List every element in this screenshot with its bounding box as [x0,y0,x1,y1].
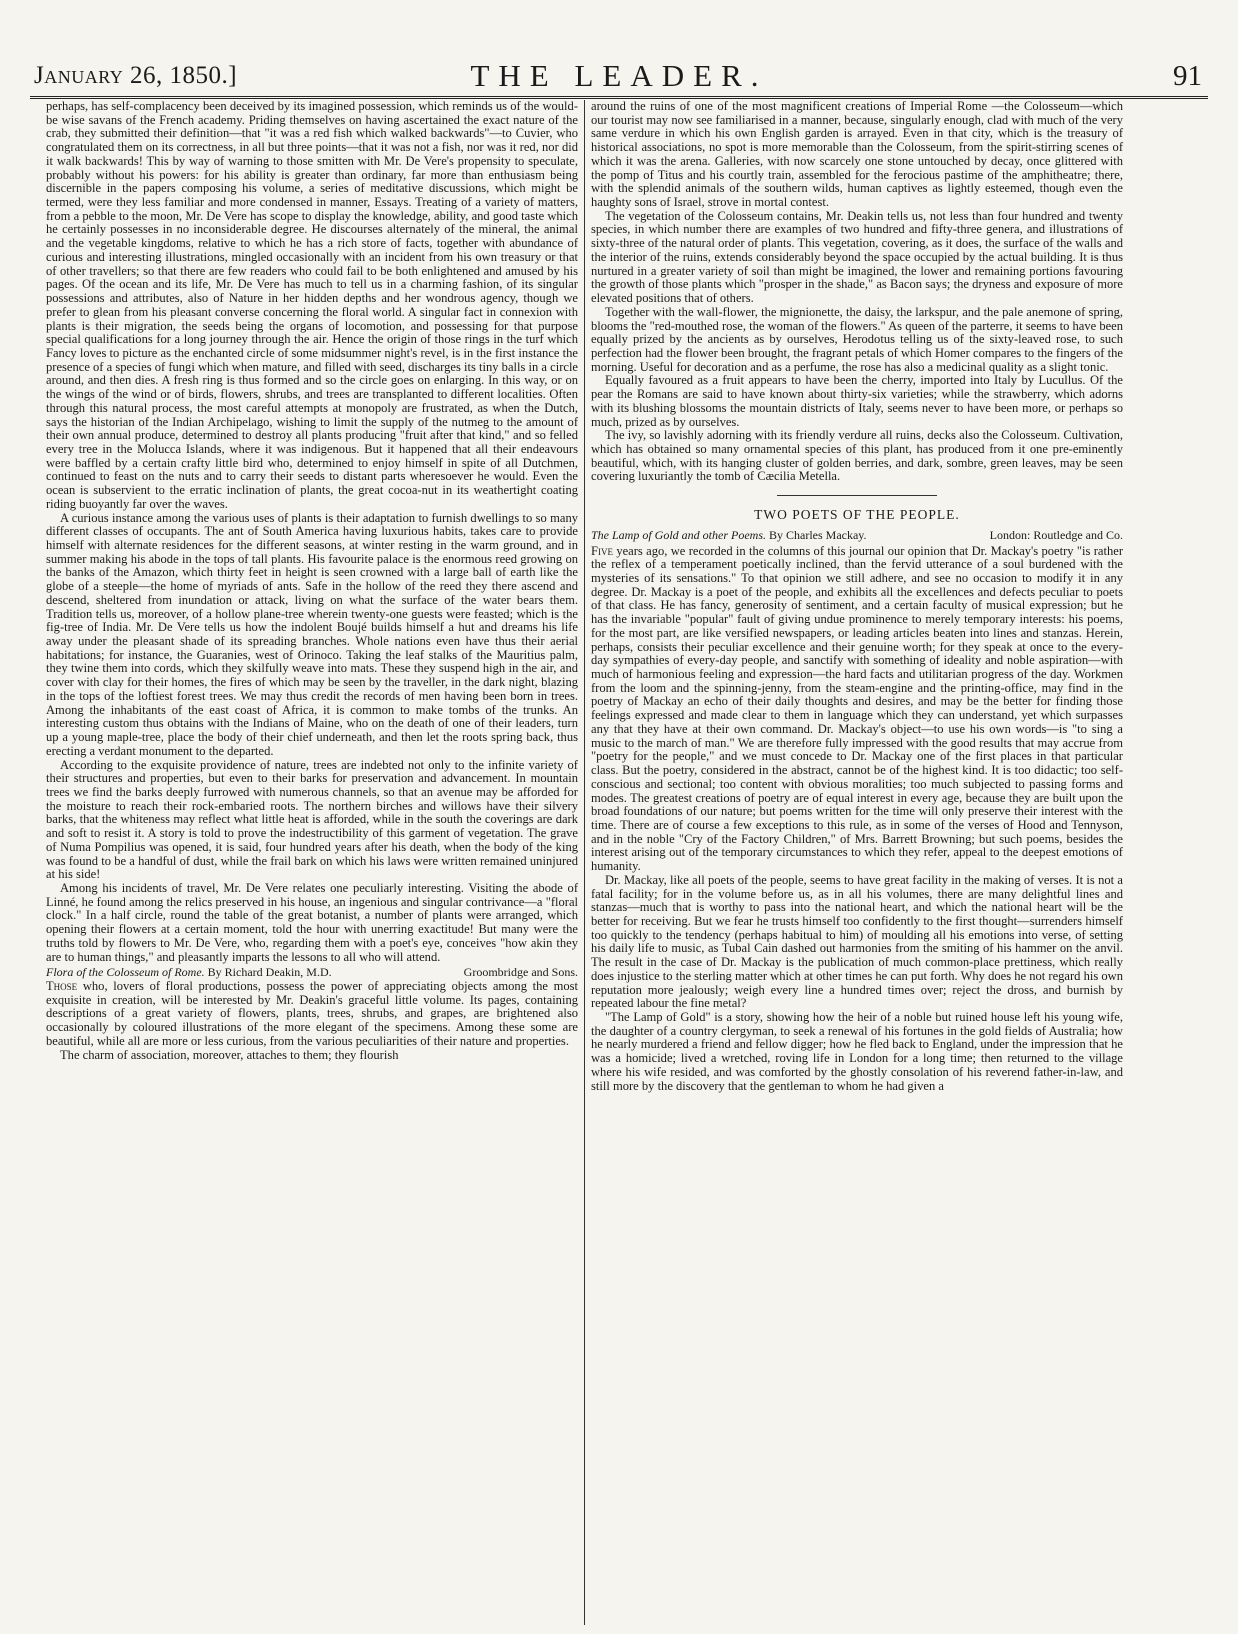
paragraph: perhaps, has self-complacency been deceived by its imagined possession, which reminds us of the would-be wise savans of the French academy. Priding themselves on having ascertained the exact nature of the crab, they submitted their definition—that "it was a red fish which walked backwards"—to Cuvier, who congratulated them on its correctness, in all but three points—that it was not a fish, nor was it red, nor did it walk backwards! This by way of warning to those smitten with Mr. De Vere's propensity to speculate, probably without his powers: for his ability is greater than ordinary, far more than enthusiasm being discernible in the papers composing his volume, a series of meditative discussions, which might be termed, were they less familiar and more condensed in manner, Essays. Treating of a variety of matters, from a pebble to the moon, Mr. De Vere has scope to display the knowledge, ability, and good taste which he certainly possesses in no inconsiderable degree. He discourses alternately of the mineral, the animal and the vegetable kingdoms, relative to which he has a rich store of facts, together with abundance of curious and interesting illustrations, mingled occasionally with an incident from his own treasury or that of other travellers; so that there are few readers who could fail to be both enlightened and amused by his pages. Of the ocean and its life, Mr. De Vere has much to tell us in a charming fashion, of its singular possessions and attributes, also of Nature in her hidden depths and her wondrous agency, though we prefer to glean from his pleasant converse concerning the floral world. A singular fact in connexion with plants is their migration, the seeds being the organs of locomotion, and possessing for that purpose special qualifications for a long journey through the air. Hence the origin of those rings in the turf which Fancy loves to picture as the enchanted circle of some midsummer night's revel, is in the first instance the presence of a species of fungi which when mature, and filled with seed, discharges its tiny balls in a circle around, and then dies. A fresh ring is thus formed and so the circle goes on enlarging. In this way, or on the wings of the wind or of birds, flowers, shrubs, and trees are transplanted to different localities. Often through this natural process, the most careful attempts at monopoly are frustrated, as when the Dutch, says the historian of the Indian Archipelago, wishing to limit the supply of the nutmeg to the amount of their own annual produce, determined to destroy all plants producing "fruit after that kind," and so felled every tree in the Molucca Islands, where it was indigenous. But it happened that all their endeavours were baffled by a certain crafty little bird who, determined to enjoy himself in spite of all Dutchmen, continued to feast on the nuts and to carry their seeds to distant parts wheresoever he would. Even the ocean is subservient to the erratic inclination of plants, the great cocoa-nut in its weathertight coating riding buoyantly far over the waves. [46,99,578,511]
paragraph [591,545,1123,874]
paragraph: Together with the wall-flower, the mignionette, the daisy, the larkspur, and the pale anemone of spring, blooms the "red-mouthed rose, the woman of the flowers." As queen of the parterre, it seems to have been equally prized by the ancients as by ourselves, Herodotus telling us of the sixty-leaved rose, to such perfection had the flower been brought, the fragrant petals of which Homer compares to the fingers of the morning. Useful for decoration and as a perfume, the rose has also a medicinal quality as a slight tonic. [591,304,1123,374]
paragraph: According to the exquisite providence of nature, trees are indebted not only to the infinite variety of their structures and properties, but even to their barks for preservation and advancement. In mountain trees we find the barks deeply furrowed with numerous channels, so that an avenue may be afforded for the moisture to reach their rock-embaried roots. The northern birches and willows have their silvery barks, that the whiteness may reflect what little heat is afforded, while in the south the coverings are dark and soft to resist it. A story is told to prove the indestructibility of this garment of vegetation. The grave of Numa Pompilius was opened, it is said, four hundred years after his death, when the body of the king was found to be a handful of dust, while the frail bark on which his laws were written remained uninjured at his side! [46,757,578,882]
paragraph: around the ruins of one of the most magnificent creations of Imperial Rome —the Colosseum—which our tourist may now see familiarised in a manner, because, singularly enough, clad with much of the very same verdure in which his own English garden is arrayed. Even in that city, which is the treasury of historical associations, no spot is more memorable than the Colosseum, from the spirit-stirring scenes of which it was the arena. Galleries, with now scarcely one stone untouched by decay, once glittered with the pomp of Titus and his courtly train, assembled for the ferocious pastime of the amphitheatre; there, with the splendid animals of the southern wilds, human captives as lightly esteemed, though even the haughty sons of Israel, strove in mortal contest. [591,99,1123,210]
paragraph: The ivy, so lavishly adorning with its friendly verdure all ruins, decks also the Colosseum. Cultivation, which has obtained so many ornamental species of this plant, has produced from it one pre-eminently beautiful, which, with its hanging cluster of golden berries, and dark, sombre, green leaves, may be seen covering luxuriantly the tomb of Cæcilia Metella. [591,428,1123,484]
left-column [46,100,578,1062]
paragraph [46,980,578,1049]
paragraph: The charm of association, moreover, attaches to them; they flourish [60,1047,399,1062]
paragraph-text: years ago, we recorded in the columns of this journal our opinion that Dr. Mackay's poetry "is rather the reflex of a temperament poetically inclined, than the fervid utterance of a soul burdened with the mysteries of its sensations." To that opinion we still adhere, and see no occasion to modify it in any degree. Dr. Mackay is a poet of the people, and exhibits all the excellences and defects peculiar to poets of that class. He has fancy, generosity of sentiment, and a certain faculty of musical expression; but he has the invariable "popular" fault of giving undue prominence to merely temporary interests: his poems, for the most part, are like versified newspapers, or leading articles beaten into lines and stanzas. Herein, perhaps, consists their peculiar excellence and their genuine worth; for they speak at once to the every-day sympathies of every-day people, and sanctify with something of ideality and noble aspiration—with much of harmonious feeling and expression—the hard facts and utilitarian progress of the day. Workmen from the loom and the spinning-jenny, from the steam-engine and the printing-office, may find in the poetry of Mackay an echo of their daily thoughts and desires, and may be the better for finding those feelings expressed and made clear to them in language which they can understand, yet which surpasses any that they have at their own command. Dr. Mackay's object—to use his own words—is "to sing a music to the march of man." We are therefore fully impressed with the good results that may accrue from "poetry for the people," and we must concede to Dr. Mackay one of the first places in that particular class. But the poetry, considered in the abstract, cannot be of the highest kind. It is too didactic; too self-conscious and sectional; too content with obvious moralities; too much subjected to passing forms and modes. The greatest creations of poetry are of equal interest in every age, because they are built upon the broad foundations of our nature; but poems written for the time will only preserve their interest with the time. There are of course a few exceptions to this rule, as in some of the verses of Hood and Tennyson, and in the noble "Cry of the Factory Children," of Mrs. Barrett Browning; but such poems, besides the interest arising out of the temporary circumstances to which they refer, appeal to the deepest emotions of humanity. [591,543,1123,874]
paragraph: Equally favoured as a fruit appears to have been the cherry, imported into Italy by Lucullus. Of the pear the Romans are said to have known about thirty-six varieties; while the strawberry, which adorns with its blushing blossoms the mountain districts of Italy, seems never to have been more, or perhaps so much, prized as by ourselves. [591,373,1123,429]
book-caption-title: The Lamp of Gold and other Poems. [591,528,766,542]
lead-word: Five [591,543,613,558]
page-header [30,58,1208,98]
article-title: TWO POETS OF THE PEOPLE. [754,507,960,523]
paragraph-text: who, lovers of floral productions, possess the power of appreciating objects among the most exquisite in creation, will be interested by Mr. Deakin's graceful little volume. Its pages, containing descriptions of a great variety of flowers, plants, trees, shrubs, and grapes, are brightened also occasionally by coloured illustrations of the more elegant of the specimens. Among these some are beautiful, while all are more or less curious, from the various peculiarities of their nature and properties. [46,979,579,1048]
newspaper-title: THE LEADER. [470,58,768,93]
book-caption [591,529,1123,543]
book-caption-title: Flora of the Colosseum of Rome. [46,966,205,980]
book-caption-author: By Richard Deakin, M.D. [207,966,332,980]
right-column [591,100,1123,1093]
issue-date: January 26, 1850.] [34,62,238,89]
paragraph: Dr. Mackay, like all poets of the people, seems to have great facility in the making of verses. It is not a fatal facility; for in the volume before us, as in all his volumes, there are many delightful lines and stanzas—much that is worthy to pass into the national heart, and which the national heart will be the better for receiving. But we fear he trusts himself too confidently to the first thought—surrenders himself too quickly to the tendency (perhaps habitual to him) of moulding all his emotions into verse, of setting his daily life to music, as Tubal Cain dashed out harmonies from the smiting of his hammer on the anvil. The result in the case of Dr. Mackay is the publication of much common-place prettiness, which really does injustice to the sterling matter which at other times he can put forth. Why does he not regard his own reputation more jealously; weigh every line a hundred times over; reject the dross, and burnish by repeated labour the fine metal? [591,872,1123,1011]
section-rule [777,495,937,496]
paragraph: A curious instance among the various uses of plants is their adaptation to furnish dwellings to so many different classes of occupants. The ant of South America having luxurious habits, takes care to provide himself with alternate residences for the different seasons, at winter resting in the warm ground, and in summer making his abode in the tops of tall plants. His favourite palace is the enormous reed growing on the banks of the Amazon, which thirty feet in height is seen crowned with a large ball of earth like the globe of a steeple—the home of myriads of ants. Safe in the hollow of the reed they there ascend and descend, sheltered from inundation or attack, living on what the surface of the water bears them. Tradition tells us, moreover, of a hollow plane-tree wherein twenty-one guests were feasted; which is the fig-tree of India. Mr. De Vere tells us how the indolent Boujé builds himself a hut and dreams his life away under the pleasant shade of its spreading branches. Whole nations even have thus their aerial habitations; for instance, the Guaranies, west of Orinoco. Taking the leaf stalks of the Mauritius palm, they twine them into cords, which they skilfully weave into mats. These they suspend high in the air, and cover with clay for their homes, the fires of which may be seen by the traveller, in the dark night, blazing in the tops of the loftiest forest trees. We may thus credit the records of men having been born in trees. Among the inhabitants of the east coast of Africa, it is common to make tombs of the trunks. An interesting custom thus obtains with the Indians of Maine, who on the death of one of their leaders, turn up a young maple-tree, place the body of their chief underneath, and then let the roots spring back, thus erecting a verdant monument to the departed. [46,510,578,758]
book-caption [46,966,578,980]
column-divider [584,100,585,1625]
book-caption-author: By Charles Mackay. [769,528,867,542]
book-caption-publisher: Groombridge and Sons. [463,966,578,980]
page-number: 91 [1173,60,1202,92]
paragraph: "The Lamp of Gold" is a story, showing how the heir of a noble but ruined house left his young wife, the daughter of a country clergyman, to seek a renewal of his fortunes in the gold fields of Australia; how he nearly murdered a friend and fellow digger; how he fled back to England, under the impression that he was a homicide; lived a wretched, roving life in London for a long time; then returned to the village where his wife resided, and was comforted by the ghostly consolation of his reverend father-in-law, and still more by the discovery that the gentleman to whom he had given a [591,1010,1123,1093]
book-caption-publisher: London: Routledge and Co. [989,528,1123,542]
paragraph: Among his incidents of travel, Mr. De Vere relates one peculiarly interesting. Visiting the abode of Linné, he found among the relics preserved in his house, an ingenious and singular contrivance—a "floral clock." In a half circle, round the table of the great botanist, a number of plants were arranged, which opening their flowers at a certain moment, told the hour with unerring exactitude! But many were the truths told by flowers to Mr. De Vere, who, regarding them with a poet's eye, conceives "how akin they are to human things," and pleasantly imparts the lessons to all who will attend. [46,880,578,964]
paragraph: The vegetation of the Colosseum contains, Mr. Deakin tells us, not less than four hundred and twenty species, in which number there are examples of two hundred and fifty-three genera, and illustrations of sixty-three of the natural order of plants. This vegetation, covering, as it does, the surface of the walls and the interior of the ruins, extends considerably beyond the space occupied by the actual building. It is thus nurtured in a greater variety of soil than might be imagined, the lower and remaining portions favouring the growth of those plants which "prosper in the shade," as Bacon says; the dryness and exposure of more elevated positions that of others. [591,208,1123,306]
lead-word: Those [46,979,78,993]
